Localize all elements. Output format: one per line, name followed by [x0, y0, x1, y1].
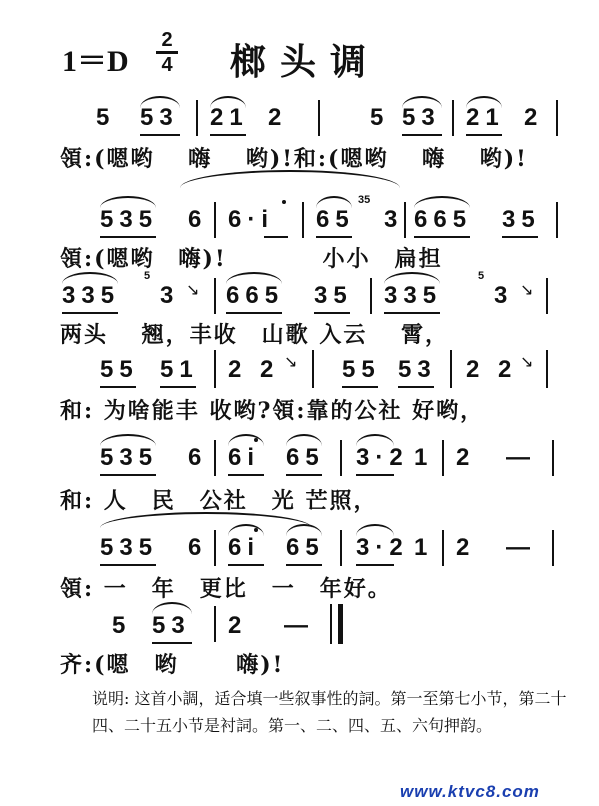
slur: [226, 272, 282, 284]
score-note: 3: [494, 282, 514, 309]
barline: [552, 530, 554, 566]
underline: [316, 236, 352, 238]
score-note: 2: [260, 356, 280, 383]
underline: [100, 474, 156, 476]
score-note: 2: [456, 534, 476, 561]
underline: [398, 386, 434, 388]
barline: [196, 100, 198, 136]
slur: [384, 272, 440, 284]
underline: [100, 236, 156, 238]
score-note: 3: [384, 206, 404, 233]
underline: [152, 642, 192, 644]
explanation-note: 说明: 这首小調，适合填一些叙事性的詞。第一至第七小节，第二十四、二十五小节是衬詞。第一、二、四、五、六句押韵。: [92, 689, 567, 735]
lyrics-line: 領:(嗯哟 嗨)! 小小 扁担: [60, 246, 443, 272]
barline: [340, 440, 342, 476]
slur: [356, 434, 394, 446]
score-note: 51: [160, 356, 199, 383]
score-note: 5: [370, 104, 390, 131]
underline: [314, 312, 350, 314]
score-note: —: [506, 444, 536, 471]
score-note: 6·i: [228, 206, 275, 233]
lyrics-line: 和: 人 民 公社 光 芒照，: [60, 488, 378, 514]
underline: [226, 312, 282, 314]
barline: [452, 100, 454, 136]
barline: [214, 530, 216, 566]
slur: [152, 602, 192, 614]
slur: [414, 196, 470, 208]
barline: [442, 530, 444, 566]
underline: [210, 134, 246, 136]
lyrics-line: 領:(嗯哟 嗨 哟)!和:(嗯哟 嗨 哟)!: [60, 146, 528, 172]
score-note: 2: [228, 356, 248, 383]
score-note: 6: [188, 444, 208, 471]
lyrics-line: 齐:(嗯 哟 嗨)!: [60, 652, 285, 678]
score-note: 35: [314, 282, 353, 309]
glide-arrow-icon: ↘: [186, 280, 200, 299]
score-note: 2: [466, 356, 486, 383]
score-note: 6i: [228, 444, 261, 471]
meter-top: 2: [161, 29, 173, 51]
score-note: 535: [100, 444, 159, 471]
underline: [228, 474, 264, 476]
barline: [214, 350, 216, 388]
lyrics-line: 两头 翘，丰收 山歌 入云 霄，: [60, 322, 449, 348]
barline: [214, 202, 216, 238]
underline: [356, 474, 394, 476]
octave-dot: [282, 200, 286, 204]
score-note: 665: [414, 206, 473, 233]
score-note: 5: [96, 104, 116, 131]
glide-arrow-icon: ↘: [520, 280, 534, 299]
score-note: —: [506, 534, 536, 561]
underline: [100, 564, 156, 566]
score-note: —: [284, 612, 314, 639]
slur: [286, 434, 322, 446]
slur: [210, 96, 246, 108]
underline: [228, 564, 264, 566]
barline: [318, 100, 320, 136]
score-note: 3·2: [356, 444, 409, 471]
slur: [316, 196, 352, 208]
slur: [402, 96, 442, 108]
score-note: 2: [268, 104, 288, 131]
score-note: 53: [152, 612, 191, 639]
score-note: 2: [228, 612, 248, 639]
barline: [556, 100, 558, 136]
barline: [214, 606, 216, 642]
final-barline-thin: [330, 604, 332, 644]
meter-bottom: 4: [161, 54, 173, 76]
underline: [100, 386, 136, 388]
lyrics-line: 和: 为啥能丰 收哟?領:靠的公社 好哟，: [60, 398, 485, 424]
slur: [466, 96, 502, 108]
grace-note: 5: [478, 270, 485, 282]
score-note: 35: [502, 206, 541, 233]
underline: [402, 134, 442, 136]
underline: [286, 474, 322, 476]
slur: [140, 96, 180, 108]
score-note: 53: [402, 104, 441, 131]
score-note: 65: [286, 534, 325, 561]
score-note: 535: [100, 534, 159, 561]
barline: [370, 278, 372, 314]
slur: [100, 196, 156, 208]
score-note: 6: [188, 206, 208, 233]
score-note: 5: [112, 612, 132, 639]
underline: [414, 236, 470, 238]
score-note: 6i: [228, 534, 261, 561]
song-title: 榔头调: [230, 41, 381, 83]
underline: [342, 386, 378, 388]
score-note: 335: [62, 282, 121, 309]
barline: [546, 350, 548, 388]
grace-note: 5: [144, 270, 151, 282]
underline: [140, 134, 180, 136]
barline: [404, 202, 406, 238]
barline: [312, 350, 314, 388]
barline: [340, 530, 342, 566]
score-note: 1: [414, 534, 434, 561]
underline: [502, 236, 538, 238]
score-note: 3: [160, 282, 180, 309]
score-note: 2: [498, 356, 518, 383]
barline: [450, 350, 452, 388]
score-note: 65: [316, 206, 355, 233]
slur: [62, 272, 118, 284]
slur: [228, 434, 264, 446]
lyrics-line: 領: 一 年 更比 一 年好。: [60, 576, 392, 602]
barline: [556, 202, 558, 238]
score-note: 1: [414, 444, 434, 471]
grace-notes: 35: [358, 194, 371, 206]
score-note: 2: [456, 444, 476, 471]
barline: [302, 202, 304, 238]
score-note: 53: [398, 356, 437, 383]
underline: [62, 312, 118, 314]
glide-arrow-icon: ↘: [284, 352, 298, 371]
barline: [214, 440, 216, 476]
glide-arrow-icon: ↘: [520, 352, 534, 371]
underline: [160, 386, 196, 388]
barline: [442, 440, 444, 476]
octave-dot: [254, 528, 258, 532]
underline: [466, 134, 502, 136]
score-note: 6: [188, 534, 208, 561]
barline: [552, 440, 554, 476]
score-note: 335: [384, 282, 443, 309]
barline: [214, 278, 216, 314]
score-note: 3·2: [356, 534, 409, 561]
underline: [356, 564, 394, 566]
score-note: 65: [286, 444, 325, 471]
underline: [264, 236, 288, 238]
key-signature: 1＝D: [62, 45, 129, 78]
score-note: 21: [466, 104, 505, 131]
slur: [356, 524, 394, 536]
underline: [286, 564, 322, 566]
score-note: 55: [342, 356, 381, 383]
score-note: 535: [100, 206, 159, 233]
watermark: www.ktvc8.com: [400, 782, 540, 801]
underline: [384, 312, 440, 314]
octave-dot: [254, 438, 258, 442]
barline: [546, 278, 548, 314]
final-barline-thick: [338, 604, 343, 644]
time-signature: [156, 30, 178, 75]
score-note: 53: [140, 104, 179, 131]
score-note: 665: [226, 282, 285, 309]
score-note: 2: [524, 104, 544, 131]
slur: [100, 434, 156, 446]
score-note: 55: [100, 356, 139, 383]
score-note: 21: [210, 104, 249, 131]
